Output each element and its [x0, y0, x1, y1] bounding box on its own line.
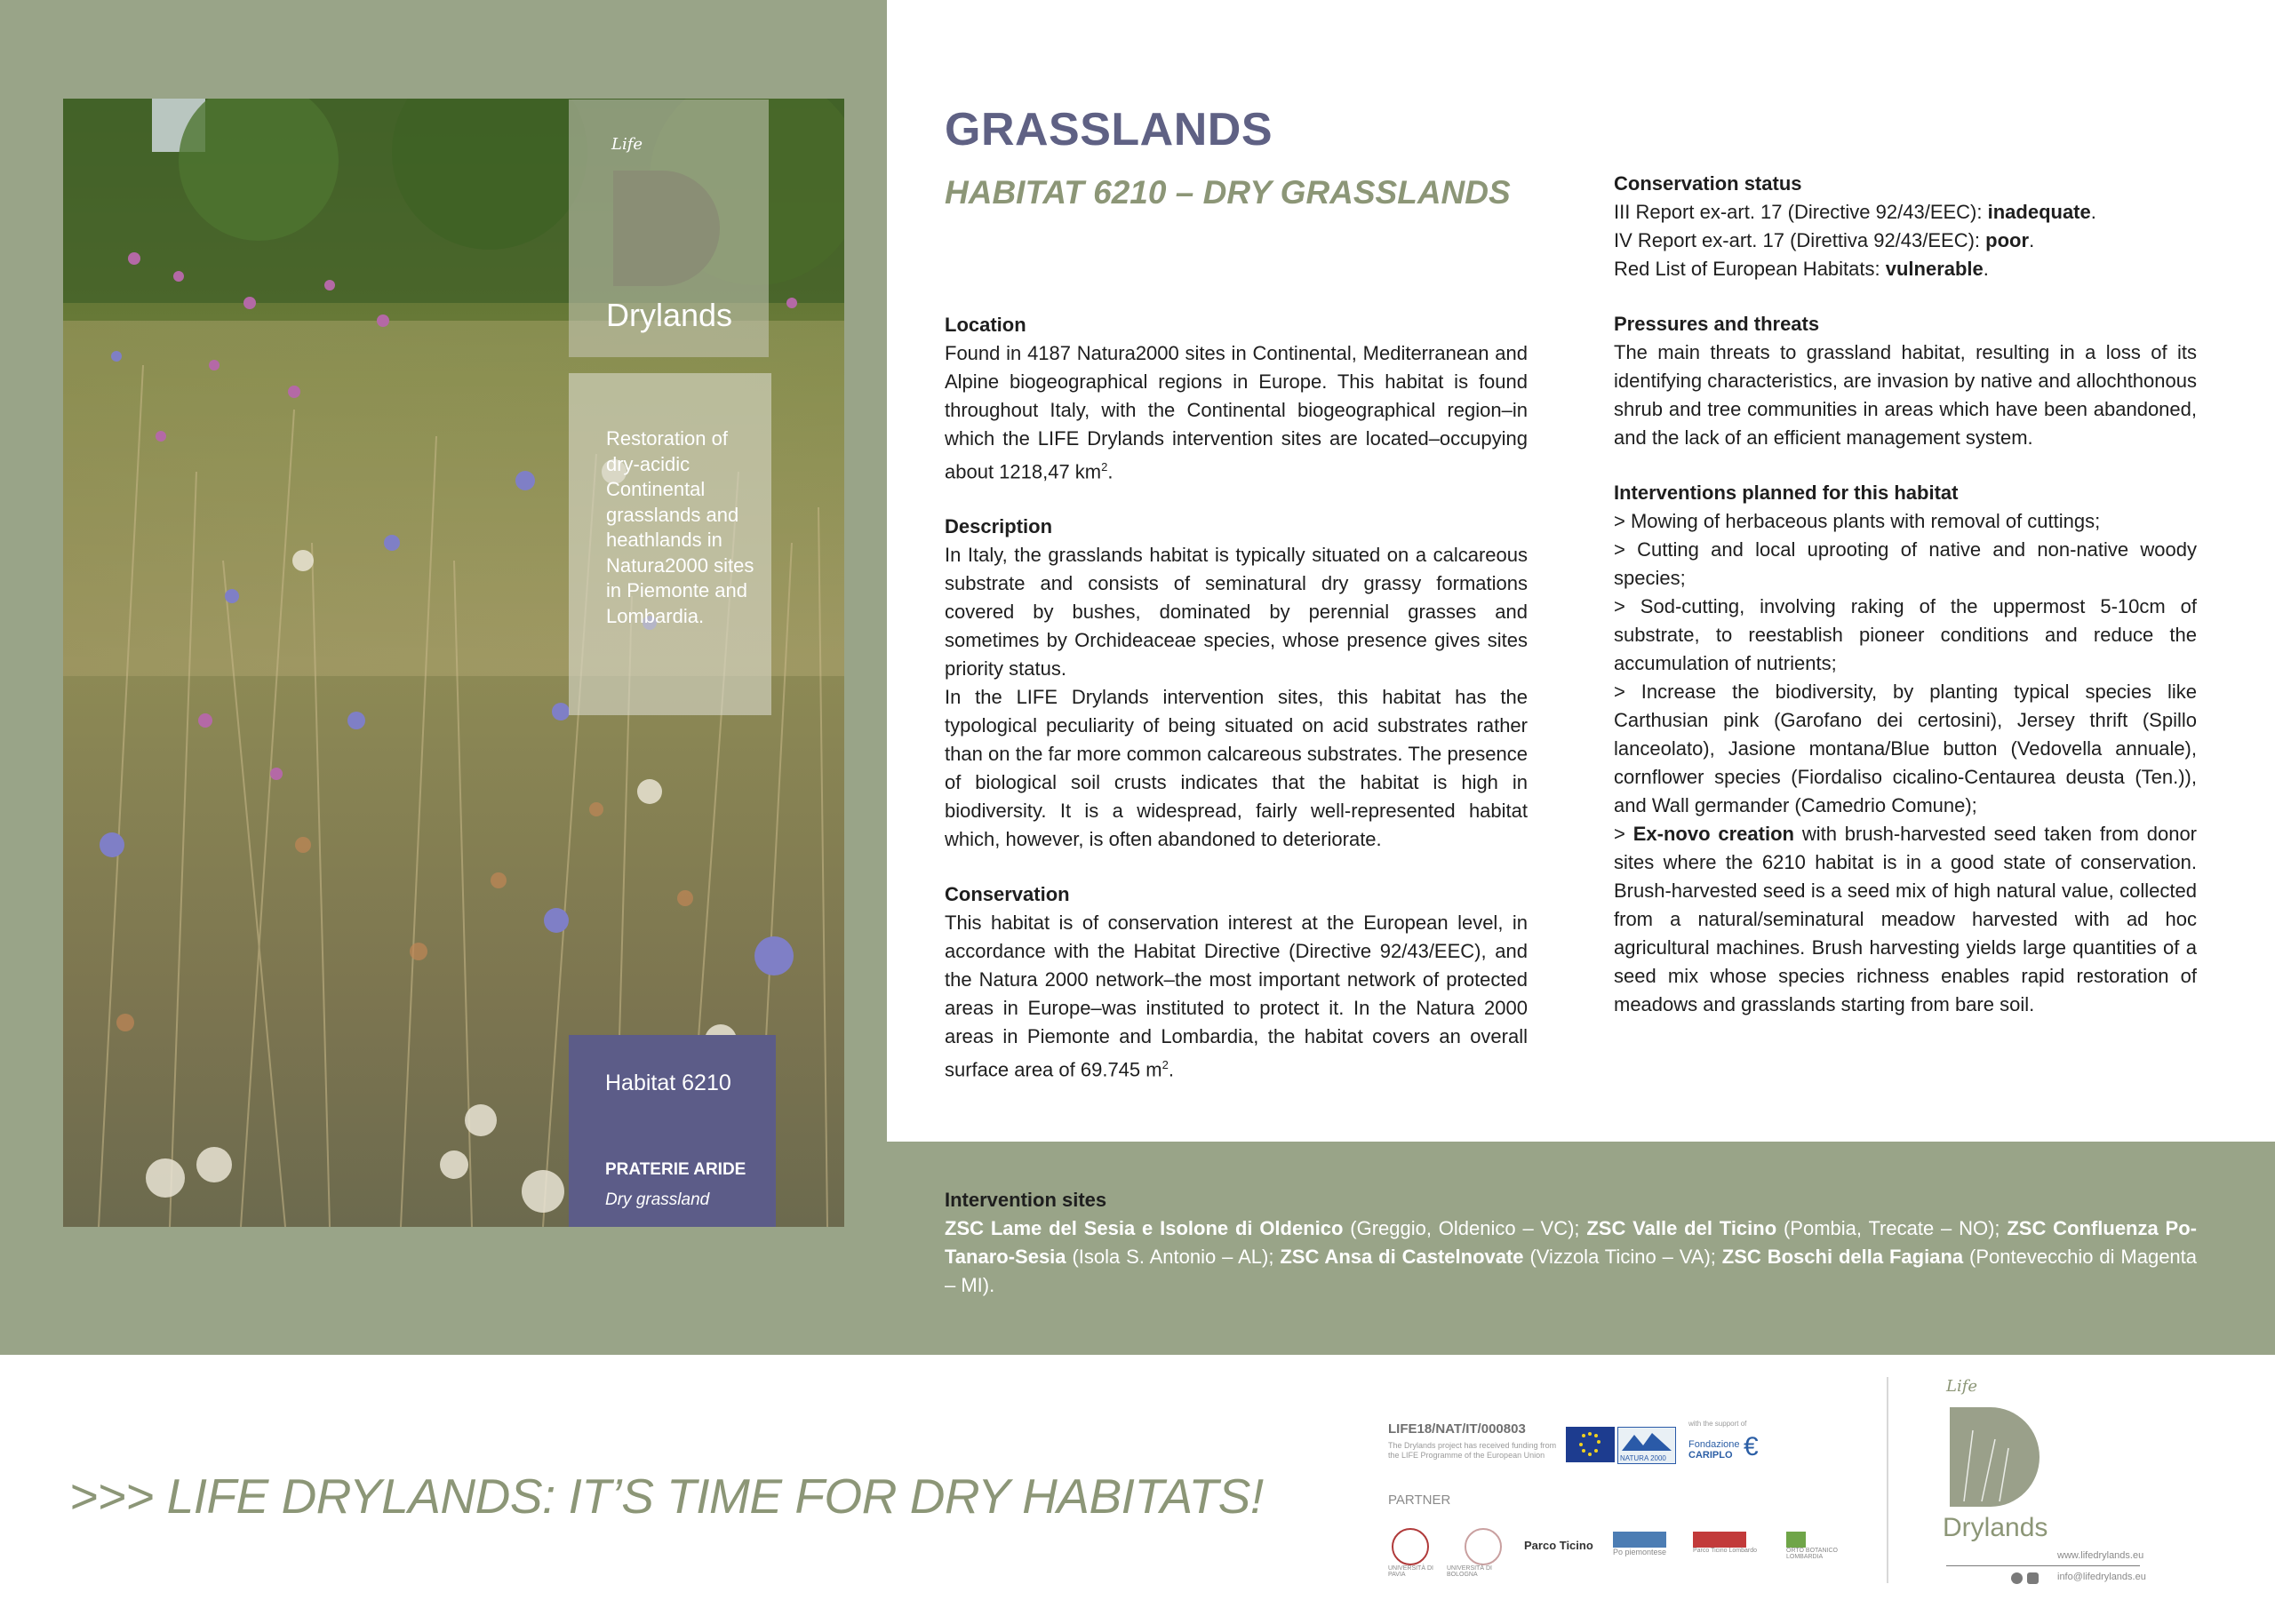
conservation-status-section — [1614, 170, 2197, 283]
intervention-item: > Increase the biodiversity, by planting typical species like Carthusian pink (Garofano dei certosini), Jersey thrift (Spillo lanceolato), Jasione montana/Blue button (Vedovella annuale), cornflower species (Fiordaliso cicalino-Centaurea deusta (Ten.)), and Wall germander (Camedrio Comune); — [1614, 681, 2197, 816]
interventions-section — [1614, 479, 2197, 1019]
footer-drylands-logo: Life Drylands — [1943, 1377, 2048, 1542]
partner-logo-po-piemontese: Po piemontese — [1613, 1528, 1684, 1564]
cariplo-symbol-icon: € — [1744, 1432, 1759, 1461]
interventions-heading: Interventions planned for this habitat — [1614, 482, 1959, 504]
description-paragraph-1: In Italy, the grasslands habitat is typically situated on a calcareous substrate and consists of seminatural dry grassy formations covered by bushes, dominated by perennial grasses and sometimes by Orchideaceae species, whose presence gives sites priority status. — [945, 544, 1528, 681]
logo-life-script: Life — [611, 135, 643, 154]
habitat-english-name: Dry grassland — [605, 1190, 710, 1209]
footer-rule — [1946, 1565, 2140, 1566]
instagram-icon[interactable] — [2027, 1572, 2039, 1584]
text-column-left — [945, 311, 1528, 1111]
intervention-sites — [945, 1186, 2197, 1300]
natura2000-logo: NATURA 2000 — [1617, 1427, 1676, 1464]
partner-logo-pavia: UNIVERSITÀ DI PAVIA — [1388, 1528, 1433, 1564]
habitat-italian-name: PRATERIE ARIDE — [605, 1160, 746, 1179]
intervention-item: > Ex-novo creation with brush-harvested seed taken from donor sites where the 6210 habitat is in a good state of conservation. Brush-harvested seed is a seed mix of high natural value, collected from a natural/seminatural meadow harvested with ad hoc agricultural machines. Brush harvesting yields large quantities of a seed mix whose species richness enables rapid restoration of meadows and grasslands starting from bare soil. — [1614, 823, 2198, 1015]
location-heading: Location — [945, 314, 1026, 336]
conservation-status-heading: Conservation status — [1614, 172, 1802, 195]
funding-note: The Drylands project has received funding from the LIFE Programme of the European Union — [1388, 1441, 1557, 1460]
location-text: Found in 4187 Natura2000 sites in Continental, Mediterranean and Alpine biogeographical regions in Europe. This habitat is found throughout Italy, with the Continental biogeographical region–in which the LIFE Drylands intervention sites are located–occupying about 1218,47 $km^2$. — [945, 342, 1528, 483]
footer-divider — [1887, 1377, 1888, 1583]
page-title: GRASSLANDS — [945, 104, 1273, 155]
eu-flag-icon — [1566, 1427, 1615, 1462]
location-section — [945, 311, 1528, 486]
conservation-text: This habitat is of conservation interest at the European level, in accordance with the Habitat Directive (Directive 92/43/EEC), and the Natura 2000 network–the most important network of protected areas in Europe–was instituted to protect it. In the Natura 2000 areas in Piemonte and Lombardia, the habitat covers an overall surface area of 69.745 $m^2$. — [945, 912, 1528, 1081]
partner-logo-bologna: UNIVERSITÀ DI BOLOGNA — [1447, 1528, 1518, 1564]
sites-list: ZSC Lame del Sesia e Isolone di Oldenico (Greggio, Oldenico – VC); ZSC Valle del Ticino (Pombia, Trecate – NO); ZSC Confluenza Po-Tanaro-Sesia (Isola S. Antonio – AL); ZSC Ansa di Castelnovate (Vizzola Ticino – VA); ZSC Boschi della Fagiana (Pontevecchio di Magenta – MI). — [945, 1217, 2198, 1296]
conservation-heading: Conservation — [945, 883, 1070, 906]
conservation-section — [945, 880, 1528, 1084]
status-line: III Report ex-art. 17 (Directive 92/43/EEC): inadequate. — [1614, 201, 2096, 223]
intervention-item: > Mowing of herbaceous plants with removal of cuttings; — [1614, 510, 2101, 532]
drylands-d-footer-icon — [1946, 1404, 2044, 1510]
facebook-icon[interactable] — [2011, 1572, 2023, 1584]
footer-slogan: >>> LIFE DRYLANDS: IT’S TIME FOR DRY HABITATS! — [69, 1469, 1264, 1524]
drylands-cover-logo — [569, 100, 769, 357]
website-link[interactable]: www.lifedrylands.eu — [2057, 1550, 2144, 1561]
description-paragraph-2: In the LIFE Drylands intervention sites, this habitat has the typological peculiarity of being situated on acid substrates rather than on the far more common calcareous substrates. The presence of biological soil crusts indicates that the habitat is high in biodiversity. It is a widespread, fairly well-represented habitat which, however, is often abandoned to deteriorate. — [945, 686, 1528, 851]
sites-heading: Intervention sites — [945, 1189, 1107, 1211]
intervention-item: > Sod-cutting, involving raking of the uppermost 5-10cm of substrate, to reestablish pioneer conditions and reduce the accumulation of nutrients; — [1614, 595, 2197, 674]
cover-description: Restoration of dry-acidic Continental grasslands and heathlands in Natura2000 sites in Piemonte and Lombardia. — [606, 427, 754, 627]
partner-logo-lombardia: Parco Ticino Lombardo — [1693, 1528, 1764, 1564]
intervention-item: > Cutting and local uprooting of native and non-native woody species; — [1614, 538, 2197, 589]
logo-drylands-wordmark: Drylands — [606, 297, 733, 333]
description-heading: Description — [945, 515, 1053, 538]
partner-logo-orto-botanico: ORTO BOTANICO LOMBARDIA — [1786, 1528, 1857, 1564]
status-line: IV Report ex-art. 17 (Direttiva 92/43/EEC): poor. — [1614, 229, 2035, 251]
partner-label: PARTNER — [1388, 1493, 1451, 1508]
life-project-code: LIFE18/NAT/IT/000803 — [1388, 1421, 1526, 1437]
pressures-text: The main threats to grassland habitat, resulting in a loss of its identifying characteristics, are invasion by native and allochthonous shrub and tree communities in areas which have been abandoned, and the lack of an efficient management system. — [1614, 341, 2197, 449]
text-column-right — [1614, 170, 2197, 1046]
page-subtitle: HABITAT 6210 – DRY GRASSLANDS — [945, 174, 1511, 211]
cariplo-logo: Fondazione CARIPLO — [1688, 1439, 1740, 1461]
status-line: Red List of European Habitats: vulnerable. — [1614, 258, 1989, 280]
partner-logo-parco-ticino: Parco Ticino — [1524, 1539, 1593, 1552]
pressures-section — [1614, 310, 2197, 452]
description-section — [945, 513, 1528, 854]
email-link[interactable]: info@lifedrylands.eu — [2057, 1572, 2146, 1582]
drylands-d-icon — [609, 166, 724, 291]
habitat-number: Habitat 6210 — [605, 1071, 731, 1095]
pressures-heading: Pressures and threats — [1614, 313, 1820, 335]
support-note: with the support of — [1688, 1420, 1747, 1428]
